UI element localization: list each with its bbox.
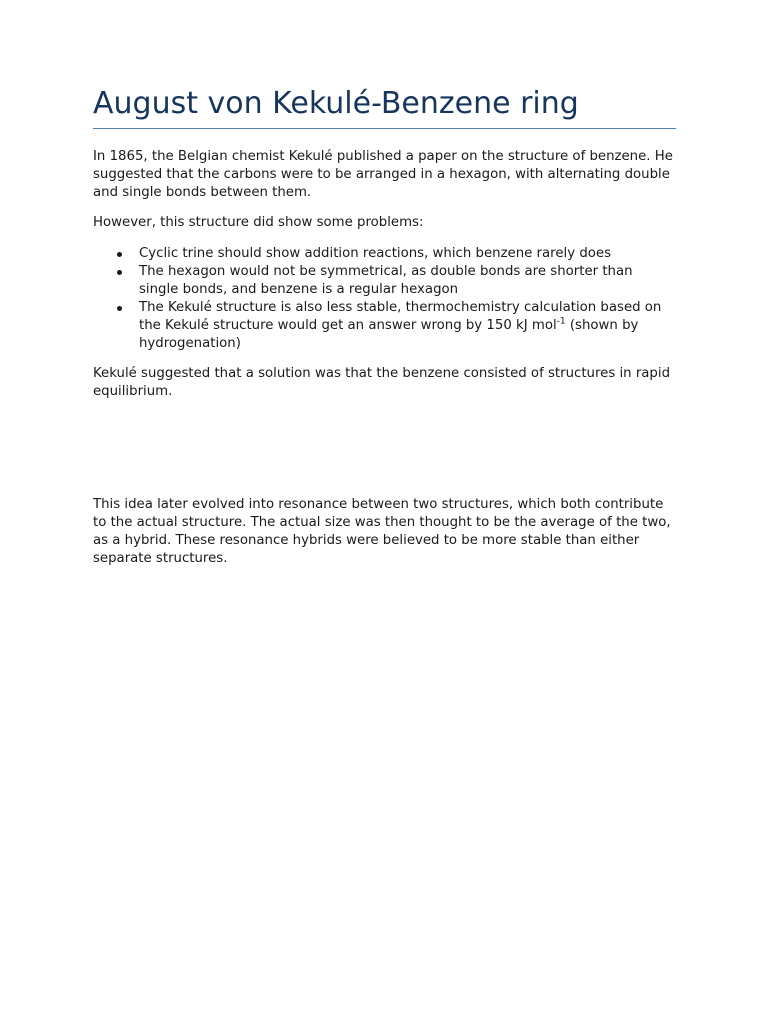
list-item: Cyclic trine should show addition reactions, which benzene rarely does	[139, 245, 676, 263]
list-item-text: The Kekulé structure is also less stable, thermochemistry calculation based on the Kekulé structure would get an answer wrong by 150 kJ mol	[139, 300, 662, 333]
page-title: August von Kekulé-Benzene ring	[93, 84, 676, 129]
paragraph-intro: In 1865, the Belgian chemist Kekulé published a paper on the structure of benzene. He suggested that the carbons were to be arranged in a hexagon, with alternating double and single bonds between them.	[93, 149, 673, 200]
list-item	[139, 299, 676, 353]
paragraph-equilibrium: Kekulé suggested that a solution was that the benzene consisted of structures in rapid equilibrium.	[93, 366, 671, 399]
document-page	[93, 84, 676, 568]
list-item: The hexagon would not be symmetrical, as double bonds are shorter than single bonds, and benzene is a regular hexagon	[139, 263, 676, 299]
superscript: -1	[556, 316, 566, 327]
paragraph-resonance: This idea later evolved into resonance between two structures, which both contribute to the actual structure. The actual size was then thought to be the average of the two, as a hybrid. These resonance hybrids were believed to be more stable than either separate structures.	[93, 497, 671, 566]
problems-list	[93, 245, 676, 353]
list-item-text-end: (shown by hydrogenation)	[139, 318, 639, 351]
paragraph-problems-intro: However, this structure did show some problems:	[93, 215, 424, 230]
